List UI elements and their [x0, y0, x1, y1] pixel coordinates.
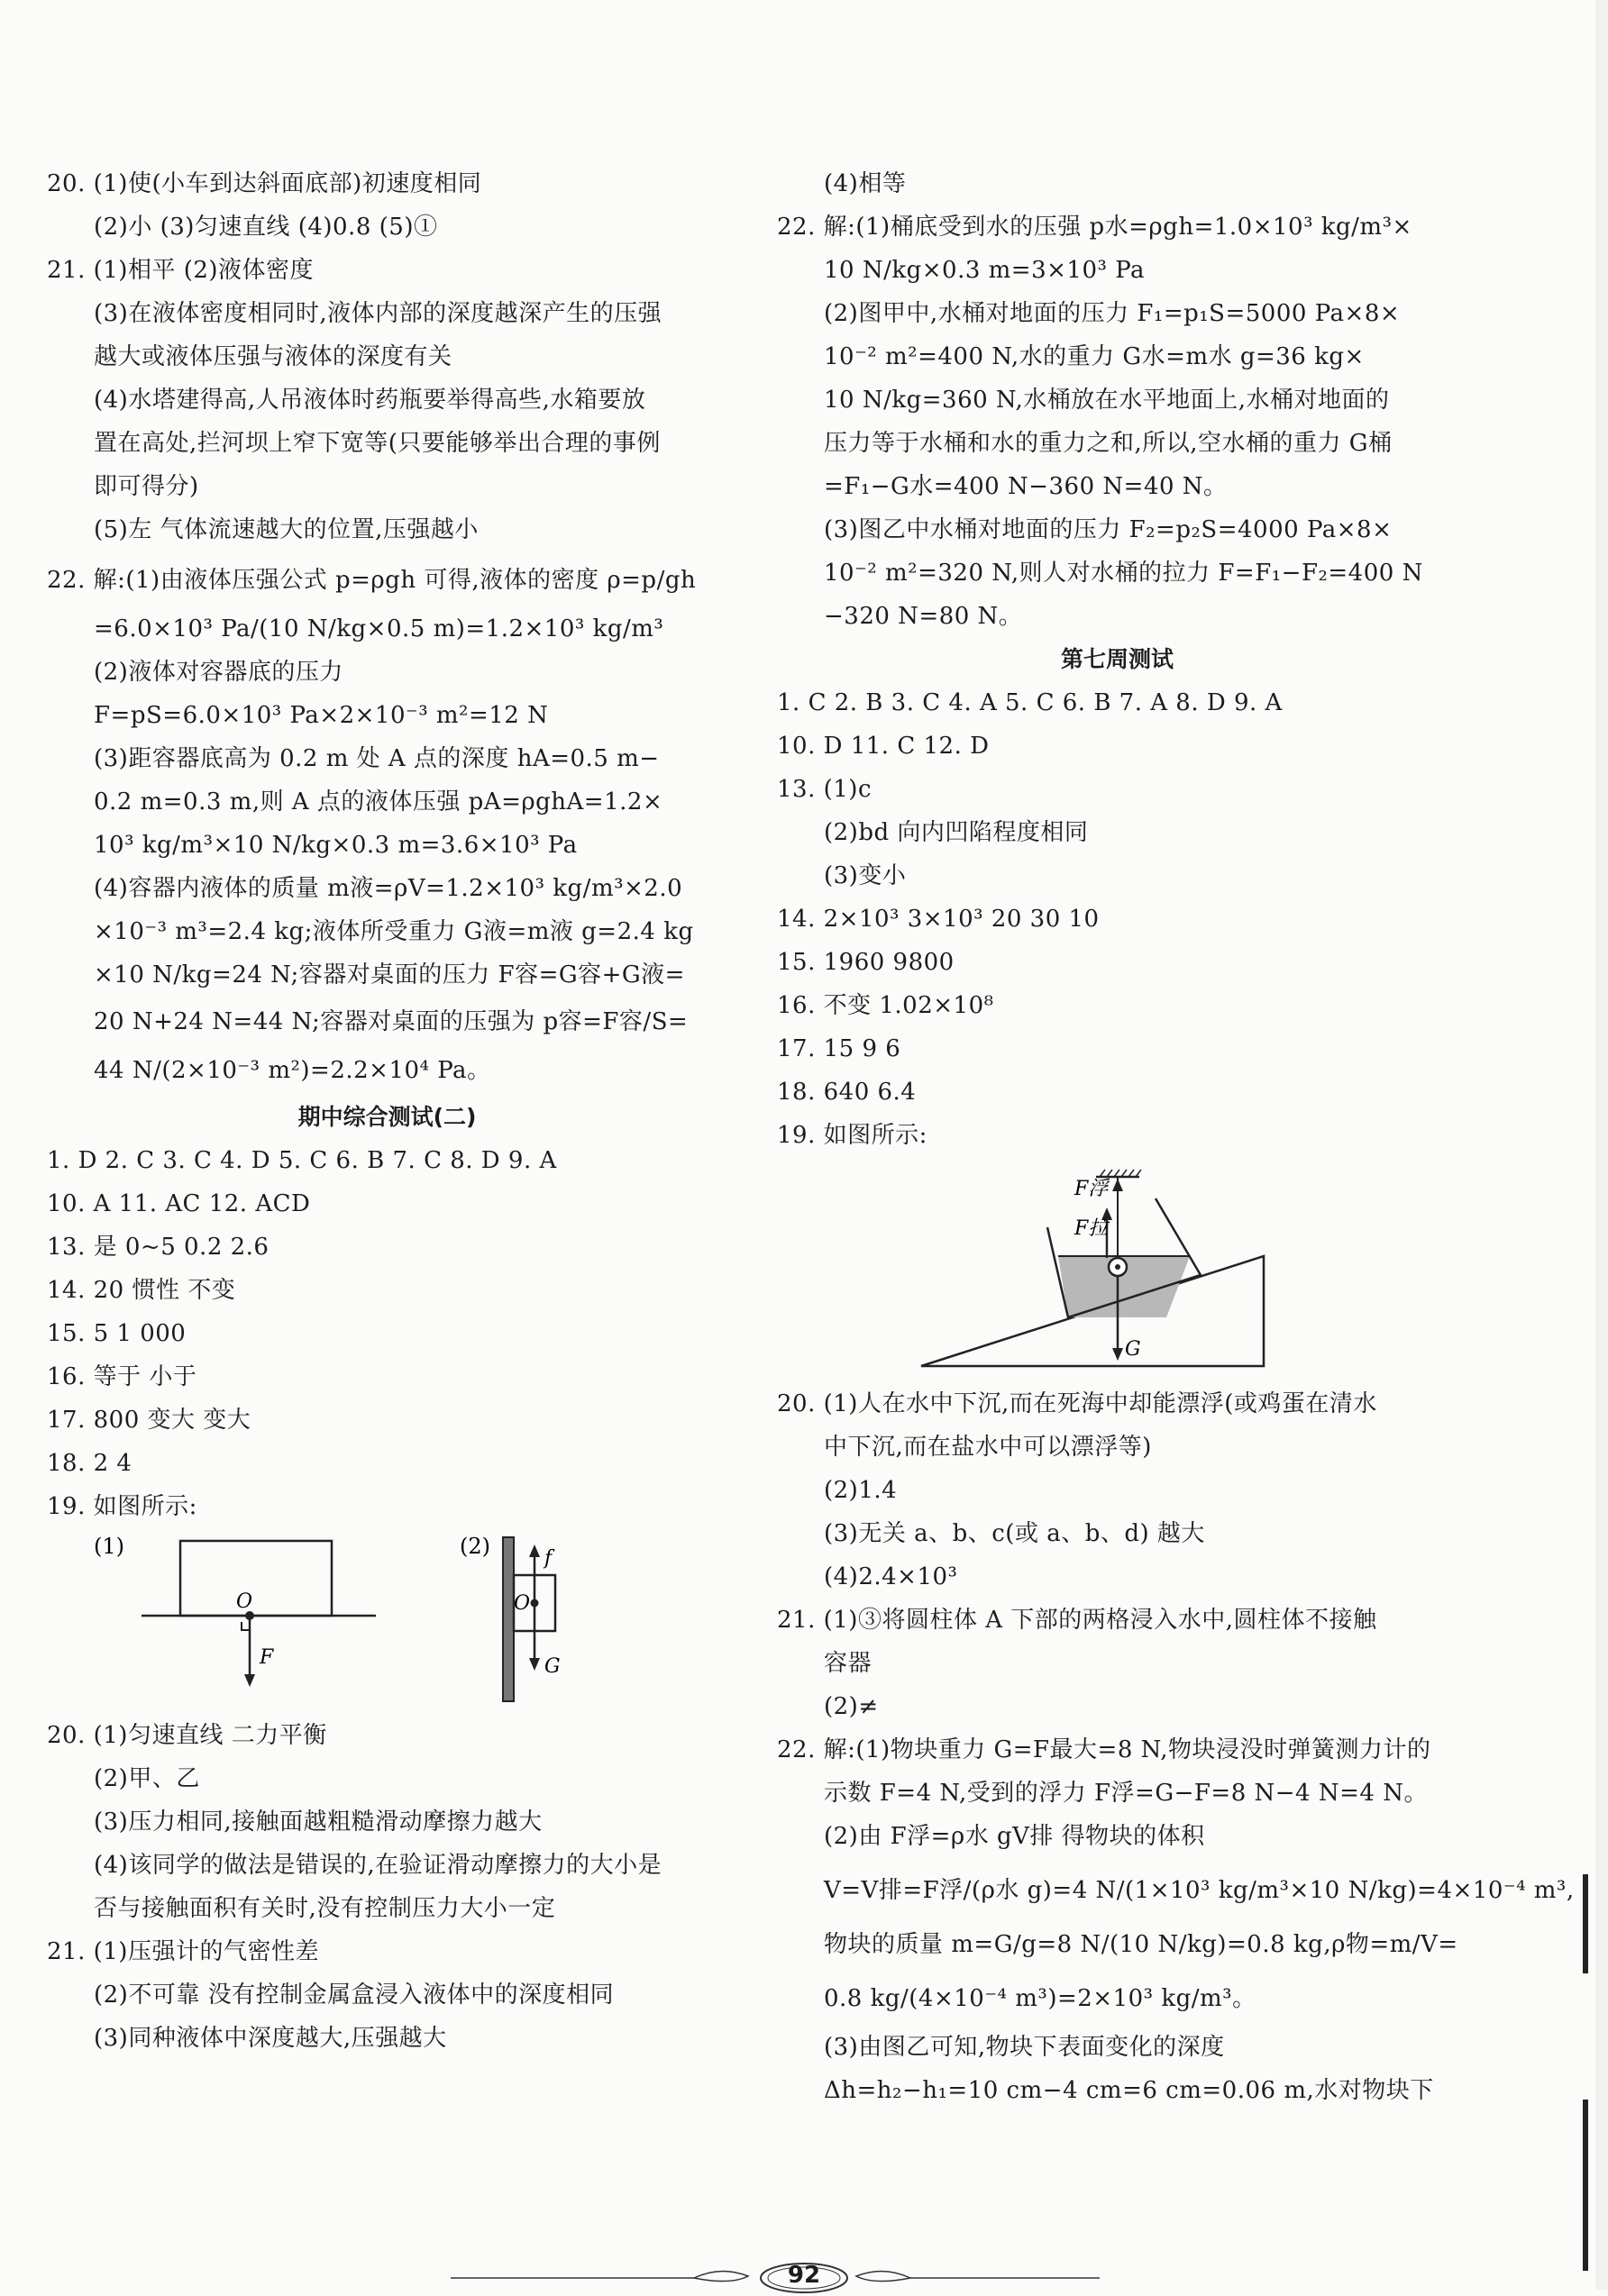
- answer-line: 10³ kg/m³×10 N/kg×0.3 m=3.6×10³ Pa: [94, 832, 578, 859]
- arrowhead: [244, 1674, 255, 1687]
- answer-line: (2)液体对容器底的压力: [94, 659, 343, 686]
- label-o: O: [236, 1590, 253, 1613]
- answer-line: 14. 20 惯性 不变: [47, 1277, 236, 1304]
- answer-line: 16. 不变 1.02×10⁸: [777, 992, 994, 1019]
- answer-line: 19. 如图所示:: [777, 1122, 927, 1149]
- page-number: 92: [787, 2262, 821, 2289]
- right-angle-mark: [242, 1622, 250, 1630]
- answer-line: (3)无关 a、b、c(或 a、b、d) 越大: [824, 1520, 1205, 1547]
- answer-line: 容器: [824, 1650, 873, 1677]
- answer-line: (4)该同学的做法是错误的,在验证滑动摩擦力的大小是: [94, 1852, 662, 1879]
- answer-line: 19. 如图所示:: [47, 1493, 197, 1520]
- answer-line: 14. 2×10³ 3×10³ 20 30 10: [777, 906, 1100, 933]
- answer-line: 44 N/(2×10⁻³ m²)=2.2×10⁴ Pa。: [94, 1057, 491, 1084]
- answer-line: 1. C 2. B 3. C 4. A 5. C 6. B 7. A 8. D 9. A: [777, 689, 1283, 716]
- answer-line: (2)不可靠 没有控制金属盒浸入液体中的深度相同: [94, 1982, 615, 2009]
- answer-line: 22. 解:(1)由液体压强公式 p=ρgh 可得,液体的密度 ρ=p/gh: [47, 567, 697, 594]
- answer-line: 置在高处,拦河坝上窄下宽等(只要能够举出合理的事例: [94, 430, 661, 457]
- answer-line: ×10 N/kg=24 N;容器对桌面的压力 F容=G容+G液=: [94, 961, 685, 989]
- answer-line: ×10⁻³ m³=2.4 kg;液体所受重力 G液=m液 g=2.4 kg: [94, 918, 694, 945]
- arrowhead: [529, 1658, 540, 1671]
- buoyancy-svg: [777, 1157, 1457, 1382]
- answer-line: (2)图甲中,水桶对地面的压力 F₁=p₁S=5000 Pa×8×: [824, 300, 1401, 327]
- answer-line: 22. 解:(1)桶底受到水的压强 p水=ρgh=1.0×10³ kg/m³×: [777, 214, 1412, 241]
- arrowhead: [1112, 1179, 1123, 1191]
- answer-line: F=pS=6.0×10³ Pa×2×10⁻³ m²=12 N: [94, 702, 549, 729]
- fig-label-1: (1): [94, 1534, 124, 1559]
- answer-line: 22. 解:(1)物块重力 G=F最大=8 N,物块浸没时弹簧测力计的: [777, 1736, 1431, 1763]
- answer-line: 20. (1)人在水中下沉,而在死海中却能漂浮(或鸡蛋在清水: [777, 1390, 1377, 1417]
- answer-line: (5)左 气体流速越大的位置,压强越小: [94, 516, 479, 543]
- block-box: [180, 1541, 332, 1616]
- page-edge: [1595, 0, 1608, 2290]
- answer-line: (4)水塔建得高,人吊液体时药瓶要举得高些,水箱要放: [94, 387, 646, 414]
- answer-line: 18. 2 4: [47, 1450, 132, 1477]
- answer-line: 10. D 11. C 12. D: [777, 733, 990, 760]
- answer-line: 15. 5 1 000: [47, 1320, 187, 1347]
- section-title: 第七周测试: [1060, 646, 1174, 672]
- left-column: [47, 162, 727, 2060]
- right-column: [777, 162, 1575, 2112]
- label-gravity: G: [544, 1655, 561, 1678]
- binding-mark: [1583, 1874, 1588, 1973]
- answer-line: (2)小 (3)匀速直线 (4)0.8 (5)①: [94, 214, 438, 241]
- answer-line: V=V排=F浮/(ρ水 g)=4 N/(1×10³ kg/m³×10 N/kg)=4×10⁻⁴ m³,: [824, 1877, 1575, 1904]
- answer-line: 10 N/kg=360 N,水桶放在水平地面上,水桶对地面的: [824, 387, 1390, 414]
- answer-line: 17. 15 9 6: [777, 1035, 901, 1062]
- answer-line: 压力等于水桶和水的重力之和,所以,空水桶的重力 G桶: [824, 430, 1393, 457]
- answer-line: 18. 640 6.4: [777, 1079, 917, 1106]
- answer-line: 中下沉,而在盐水中可以漂浮等): [824, 1434, 1152, 1461]
- answer-line: (2)由 F浮=ρ水 gV排 得物块的体积: [824, 1823, 1205, 1850]
- label-o-2: O: [514, 1592, 531, 1615]
- answer-line: 物块的质量 m=G/g=8 N/(10 N/kg)=0.8 kg,ρ物=m/V=: [824, 1931, 1458, 1958]
- label-tension: F拉: [1074, 1217, 1109, 1240]
- answer-line: 13. 是 0~5 0.2 2.6: [47, 1234, 270, 1261]
- answer-line: 21. (1)相平 (2)液体密度: [47, 257, 315, 284]
- answer-line: 10⁻² m²=320 N,则人对水桶的拉力 F=F₁−F₂=400 N: [824, 560, 1423, 587]
- answer-line: 10. A 11. AC 12. ACD: [47, 1190, 311, 1217]
- answer-line: 21. (1)压强计的气密性差: [47, 1938, 319, 1965]
- answer-line: 20. (1)使(小车到达斜面底部)初速度相同: [47, 170, 482, 197]
- label-buoyancy: F浮: [1074, 1178, 1109, 1200]
- label-f: F: [260, 1646, 274, 1669]
- answer-line: −320 N=80 N。: [824, 603, 1023, 630]
- answer-line: (3)在液体密度相同时,液体内部的深度越深产生的压强: [94, 300, 662, 327]
- answer-line: Δh=h₂−h₁=10 cm−4 cm=6 cm=0.06 m,水对物块下: [824, 2077, 1434, 2104]
- answer-line: (2)bd 向内凹陷程度相同: [824, 819, 1089, 846]
- answer-line: 20 N+24 N=44 N;容器对桌面的压强为 p容=F容/S=: [94, 1008, 689, 1035]
- label-friction: f: [544, 1547, 553, 1570]
- answer-line: (3)距容器底高为 0.2 m 处 A 点的深度 hA=0.5 m−: [94, 745, 660, 772]
- answer-line: =6.0×10³ Pa/(10 N/kg×0.5 m)=1.2×10³ kg/m³: [94, 615, 664, 642]
- answer-line: 否与接触面积有关时,没有控制压力大小一定: [94, 1895, 556, 1922]
- answer-line: 0.2 m=0.3 m,则 A 点的液体压强 pA=ρghA=1.2×: [94, 788, 663, 815]
- answer-line: (4)容器内液体的质量 m液=ρV=1.2×10³ kg/m³×2.0: [94, 875, 683, 902]
- answer-line: (2)≠: [824, 1693, 879, 1720]
- answer-line: =F₁−G水=400 N−360 N=40 N。: [824, 473, 1228, 500]
- binding-mark: [1583, 2100, 1588, 2271]
- answer-line: 21. (1)③将圆柱体 A 下部的两格浸入水中,圆柱体不接触: [777, 1607, 1377, 1634]
- answer-line: (4)2.4×10³: [824, 1563, 958, 1590]
- answer-line: 10⁻² m²=400 N,水的重力 G水=m水 g=36 kg×: [824, 343, 1365, 370]
- answer-line: (3)图乙中水桶对地面的压力 F₂=p₂S=4000 Pa×8×: [824, 516, 1393, 543]
- answer-line: 0.8 kg/(4×10⁻⁴ m³)=2×10³ kg/m³。: [824, 1985, 1256, 2012]
- wall: [503, 1537, 514, 1701]
- answer-line: 越大或液体压强与液体的深度有关: [94, 343, 452, 370]
- force-diagrams-figure: [47, 1528, 727, 1708]
- answer-line: (2)1.4: [824, 1477, 898, 1504]
- label-gravity: G: [1125, 1338, 1141, 1361]
- answer-line: 16. 等于 小于: [47, 1363, 197, 1390]
- answer-line: (2)甲、乙: [94, 1765, 200, 1792]
- page-footer: [0, 2260, 1608, 2296]
- answer-line: 1. D 2. C 3. C 4. D 5. C 6. B 7. C 8. D 9. A: [47, 1147, 557, 1174]
- answer-line: (3)变小: [824, 862, 907, 889]
- answer-line: 20. (1)匀速直线 二力平衡: [47, 1722, 327, 1749]
- fig-label-2: (2): [460, 1534, 490, 1559]
- answer-line: 15. 1960 9800: [777, 949, 955, 976]
- object-center: [1115, 1264, 1120, 1270]
- force-diagrams-svg: [47, 1528, 727, 1708]
- answer-line: 13. (1)c: [777, 776, 873, 803]
- answer-line: 即可得分): [94, 473, 199, 500]
- answer-line: (4)相等: [824, 170, 907, 197]
- answer-line: 17. 800 变大 变大: [47, 1407, 251, 1434]
- arrowhead: [1112, 1348, 1123, 1361]
- section-title: 期中综合测试(二): [297, 1104, 477, 1130]
- answer-line: 10 N/kg×0.3 m=3×10³ Pa: [824, 257, 1146, 284]
- answer-line: 示数 F=4 N,受到的浮力 F浮=G−F=8 N−4 N=4 N。: [824, 1780, 1428, 1807]
- buoyancy-figure: [777, 1157, 1457, 1382]
- answer-line: (3)由图乙可知,物块下表面变化的深度: [824, 2034, 1225, 2061]
- arrowhead: [529, 1544, 540, 1557]
- answer-line: (3)同种液体中深度越大,压强越大: [94, 2025, 447, 2052]
- answer-line: (3)压力相同,接触面越粗糙滑动摩擦力越大: [94, 1809, 543, 1836]
